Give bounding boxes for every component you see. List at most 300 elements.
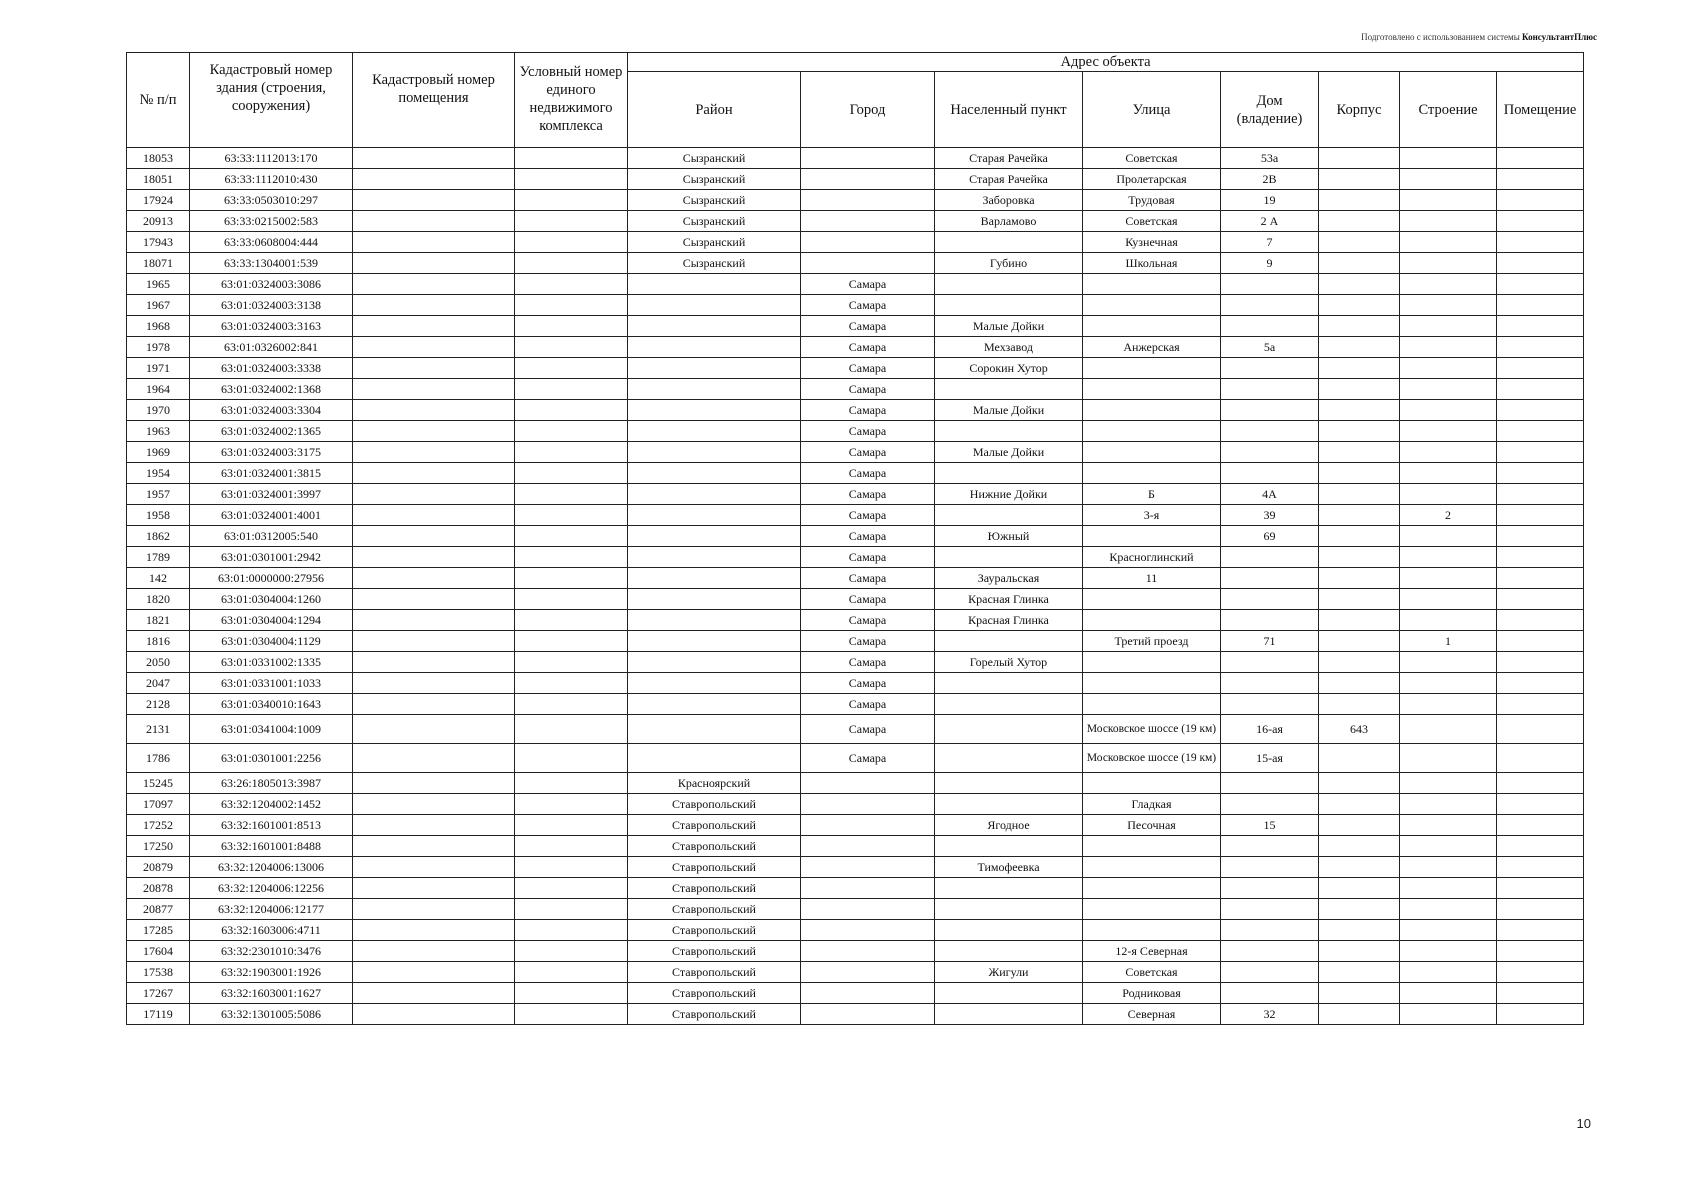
cell-house (1221, 400, 1319, 421)
col-city-header: Город (801, 72, 935, 148)
cell-street (1083, 316, 1221, 337)
cell-district (628, 295, 801, 316)
cell-settlement (935, 505, 1083, 526)
cell-house (1221, 547, 1319, 568)
cell-complex-number (515, 316, 628, 337)
cell-city (801, 836, 935, 857)
cell-complex-number (515, 211, 628, 232)
cell-city: Самара (801, 547, 935, 568)
cell-room (1497, 421, 1584, 442)
cell-building-cadastral: 63:01:0324001:3997 (190, 484, 353, 505)
cell-num: 1862 (127, 526, 190, 547)
cell-building (1400, 920, 1497, 941)
cell-building (1400, 568, 1497, 589)
cell-district (628, 379, 801, 400)
cell-korpus (1319, 442, 1400, 463)
cell-city: Самара (801, 652, 935, 673)
table-row (127, 379, 1584, 400)
cell-settlement: Красная Глинка (935, 589, 1083, 610)
cell-settlement: Горелый Хутор (935, 652, 1083, 673)
cell-complex-number (515, 589, 628, 610)
cell-city (801, 962, 935, 983)
cell-num: 1970 (127, 400, 190, 421)
table-row (127, 715, 1584, 744)
cell-house (1221, 920, 1319, 941)
cell-district (628, 337, 801, 358)
cell-city (801, 815, 935, 836)
cell-num: 2050 (127, 652, 190, 673)
cell-street: Советская (1083, 962, 1221, 983)
cell-complex-number (515, 379, 628, 400)
cell-district: Ставропольский (628, 878, 801, 899)
cell-complex-number (515, 295, 628, 316)
cell-city: Самара (801, 400, 935, 421)
cell-building (1400, 358, 1497, 379)
cell-building (1400, 983, 1497, 1004)
table-row (127, 631, 1584, 652)
cell-district: Сызранский (628, 253, 801, 274)
cell-building (1400, 652, 1497, 673)
cell-settlement: Тимофеевка (935, 857, 1083, 878)
cell-house (1221, 379, 1319, 400)
cell-building-cadastral: 63:32:1204006:13006 (190, 857, 353, 878)
cell-premises-cadastral (353, 815, 515, 836)
cell-building-cadastral: 63:32:1204006:12256 (190, 878, 353, 899)
cell-num: 142 (127, 568, 190, 589)
table-row (127, 836, 1584, 857)
cell-num: 17285 (127, 920, 190, 941)
cell-num: 15245 (127, 773, 190, 794)
cell-city: Самара (801, 744, 935, 773)
table-row (127, 547, 1584, 568)
street-text: Московское шоссе (19 км) (1086, 723, 1217, 735)
cell-house (1221, 652, 1319, 673)
cell-city (801, 899, 935, 920)
cell-building-cadastral: 63:01:0324001:4001 (190, 505, 353, 526)
cell-room (1497, 358, 1584, 379)
col-building-cadastral-header: Кадастровый номер здания (строения, сооружения) (190, 53, 353, 148)
cell-street: Красноглинский (1083, 547, 1221, 568)
cell-korpus (1319, 526, 1400, 547)
cell-building-cadastral: 63:01:0324003:3138 (190, 295, 353, 316)
table-row (127, 673, 1584, 694)
cell-house (1221, 694, 1319, 715)
cell-building (1400, 421, 1497, 442)
table-row (127, 589, 1584, 610)
cell-complex-number (515, 568, 628, 589)
cell-complex-number (515, 962, 628, 983)
cell-city (801, 211, 935, 232)
cell-district: Ставропольский (628, 836, 801, 857)
table-row (127, 274, 1584, 295)
cell-building (1400, 589, 1497, 610)
table-row (127, 878, 1584, 899)
cell-room (1497, 878, 1584, 899)
cell-num: 17604 (127, 941, 190, 962)
cell-room (1497, 484, 1584, 505)
cell-complex-number (515, 715, 628, 744)
cell-room (1497, 316, 1584, 337)
cell-num: 17250 (127, 836, 190, 857)
cell-house: 15-ая (1221, 744, 1319, 773)
cell-building-cadastral: 63:32:1603006:4711 (190, 920, 353, 941)
cell-premises-cadastral (353, 421, 515, 442)
cell-city: Самара (801, 274, 935, 295)
cell-building-cadastral: 63:01:0324001:3815 (190, 463, 353, 484)
cell-district: Сызранский (628, 169, 801, 190)
cell-complex-number (515, 983, 628, 1004)
cell-street (1083, 920, 1221, 941)
cell-korpus (1319, 505, 1400, 526)
cell-district (628, 358, 801, 379)
cell-premises-cadastral (353, 878, 515, 899)
cell-building (1400, 442, 1497, 463)
cell-building (1400, 673, 1497, 694)
cell-street (1083, 836, 1221, 857)
cell-settlement: Варламово (935, 211, 1083, 232)
cell-building (1400, 744, 1497, 773)
cell-city: Самара (801, 358, 935, 379)
cell-building-cadastral: 63:32:1601001:8488 (190, 836, 353, 857)
cell-num: 17924 (127, 190, 190, 211)
cell-building-cadastral: 63:01:0331001:1033 (190, 673, 353, 694)
cell-street: Кузнечная (1083, 232, 1221, 253)
cell-settlement: Заборовка (935, 190, 1083, 211)
cell-num: 1957 (127, 484, 190, 505)
cell-city (801, 794, 935, 815)
cell-settlement: Красная Глинка (935, 610, 1083, 631)
cell-complex-number (515, 337, 628, 358)
cell-premises-cadastral (353, 169, 515, 190)
cell-complex-number (515, 815, 628, 836)
cell-building-cadastral: 63:01:0000000:27956 (190, 568, 353, 589)
cell-street: Пролетарская (1083, 169, 1221, 190)
cell-building (1400, 694, 1497, 715)
cell-building (1400, 547, 1497, 568)
cell-district (628, 589, 801, 610)
cell-building-cadastral: 63:32:1603001:1627 (190, 983, 353, 1004)
cell-korpus (1319, 794, 1400, 815)
cell-korpus (1319, 773, 1400, 794)
cell-num: 1969 (127, 442, 190, 463)
cell-room (1497, 505, 1584, 526)
cell-street: Советская (1083, 211, 1221, 232)
cell-complex-number (515, 744, 628, 773)
page-number: 10 (1576, 1116, 1591, 1131)
cell-premises-cadastral (353, 694, 515, 715)
cell-street: Трудовая (1083, 190, 1221, 211)
table-row (127, 899, 1584, 920)
cell-street: Родниковая (1083, 983, 1221, 1004)
cell-room (1497, 815, 1584, 836)
cell-premises-cadastral (353, 652, 515, 673)
cell-korpus (1319, 190, 1400, 211)
cell-house: 2 А (1221, 211, 1319, 232)
cell-num: 17252 (127, 815, 190, 836)
cell-house (1221, 673, 1319, 694)
cell-premises-cadastral (353, 232, 515, 253)
cell-building-cadastral: 63:01:0324003:3163 (190, 316, 353, 337)
col-num-header: № п/п (127, 53, 190, 148)
cell-house (1221, 358, 1319, 379)
cell-settlement (935, 295, 1083, 316)
cell-settlement (935, 744, 1083, 773)
cell-num: 17943 (127, 232, 190, 253)
cell-num: 17097 (127, 794, 190, 815)
cell-building (1400, 190, 1497, 211)
cell-street (1083, 295, 1221, 316)
cell-building-cadastral: 63:01:0301001:2256 (190, 744, 353, 773)
cell-street (1083, 652, 1221, 673)
cell-settlement: Зауральская (935, 568, 1083, 589)
cell-building-cadastral: 63:01:0324003:3086 (190, 274, 353, 295)
cell-building (1400, 316, 1497, 337)
col-house-header: Дом (владение) (1221, 72, 1319, 148)
cell-room (1497, 526, 1584, 547)
cell-room (1497, 836, 1584, 857)
cell-house (1221, 463, 1319, 484)
cell-complex-number (515, 652, 628, 673)
cell-room (1497, 295, 1584, 316)
table-row (127, 694, 1584, 715)
cell-room (1497, 148, 1584, 169)
cell-building-cadastral: 63:01:0304004:1129 (190, 631, 353, 652)
cell-building-cadastral: 63:01:0324003:3304 (190, 400, 353, 421)
cell-street (1083, 899, 1221, 920)
cell-building-cadastral: 63:33:1112013:170 (190, 148, 353, 169)
cell-building (1400, 773, 1497, 794)
cell-building-cadastral: 63:01:0324002:1368 (190, 379, 353, 400)
cell-city: Самара (801, 463, 935, 484)
cell-district: Ставропольский (628, 941, 801, 962)
cell-korpus (1319, 610, 1400, 631)
cell-room (1497, 211, 1584, 232)
cell-complex-number (515, 610, 628, 631)
table-row (127, 857, 1584, 878)
cell-house (1221, 773, 1319, 794)
cell-settlement (935, 547, 1083, 568)
cell-building (1400, 484, 1497, 505)
cell-street (1083, 673, 1221, 694)
cell-house: 2В (1221, 169, 1319, 190)
cell-house: 71 (1221, 631, 1319, 652)
cell-settlement (935, 794, 1083, 815)
cell-room (1497, 232, 1584, 253)
cell-korpus (1319, 379, 1400, 400)
col-premises-cadastral-header: Кадастровый номер помещения (353, 53, 515, 148)
table-row (127, 526, 1584, 547)
cell-settlement: Нижние Дойки (935, 484, 1083, 505)
table-row (127, 358, 1584, 379)
cell-korpus (1319, 673, 1400, 694)
cell-room (1497, 442, 1584, 463)
cell-house (1221, 836, 1319, 857)
cell-korpus (1319, 148, 1400, 169)
cell-city (801, 857, 935, 878)
cell-house (1221, 962, 1319, 983)
cell-district (628, 652, 801, 673)
cell-room (1497, 920, 1584, 941)
cell-korpus (1319, 421, 1400, 442)
cell-city (801, 983, 935, 1004)
cell-building-cadastral: 63:01:0324003:3338 (190, 358, 353, 379)
cell-premises-cadastral (353, 463, 515, 484)
cell-room (1497, 1004, 1584, 1025)
cell-building (1400, 400, 1497, 421)
cell-district: Ставропольский (628, 899, 801, 920)
cell-city: Самара (801, 526, 935, 547)
cell-premises-cadastral (353, 211, 515, 232)
cell-complex-number (515, 694, 628, 715)
cell-settlement (935, 773, 1083, 794)
cell-building-cadastral: 63:32:1601001:8513 (190, 815, 353, 836)
cell-street (1083, 610, 1221, 631)
cell-korpus (1319, 652, 1400, 673)
cell-premises-cadastral (353, 148, 515, 169)
cell-num: 1786 (127, 744, 190, 773)
cell-city (801, 148, 935, 169)
cell-room (1497, 400, 1584, 421)
registry-table (126, 52, 1584, 1025)
table-row (127, 400, 1584, 421)
cell-city: Самара (801, 505, 935, 526)
cell-korpus (1319, 484, 1400, 505)
cell-building-cadastral: 63:01:0324002:1365 (190, 421, 353, 442)
cell-house: 16-ая (1221, 715, 1319, 744)
cell-building (1400, 878, 1497, 899)
cell-room (1497, 694, 1584, 715)
cell-building (1400, 211, 1497, 232)
cell-building (1400, 962, 1497, 983)
cell-num: 2131 (127, 715, 190, 744)
cell-settlement: Малые Дойки (935, 400, 1083, 421)
cell-korpus (1319, 232, 1400, 253)
cell-city: Самара (801, 421, 935, 442)
cell-building-cadastral: 63:01:0331002:1335 (190, 652, 353, 673)
cell-building (1400, 715, 1497, 744)
col-district-header: Район (628, 72, 801, 148)
cell-room (1497, 673, 1584, 694)
cell-street (1083, 878, 1221, 899)
cell-premises-cadastral (353, 589, 515, 610)
table-row (127, 148, 1584, 169)
cell-num: 18053 (127, 148, 190, 169)
cell-korpus (1319, 568, 1400, 589)
cell-num: 17267 (127, 983, 190, 1004)
cell-settlement (935, 463, 1083, 484)
table-row (127, 983, 1584, 1004)
table-row (127, 232, 1584, 253)
cell-korpus (1319, 169, 1400, 190)
cell-building (1400, 379, 1497, 400)
cell-num: 1954 (127, 463, 190, 484)
cell-building (1400, 1004, 1497, 1025)
cell-house (1221, 442, 1319, 463)
cell-korpus (1319, 253, 1400, 274)
cell-room (1497, 169, 1584, 190)
cell-premises-cadastral (353, 442, 515, 463)
cell-korpus (1319, 631, 1400, 652)
cell-city: Самара (801, 442, 935, 463)
cell-premises-cadastral (353, 484, 515, 505)
cell-district (628, 526, 801, 547)
cell-korpus (1319, 337, 1400, 358)
table-row (127, 610, 1584, 631)
cell-korpus (1319, 358, 1400, 379)
credit-text: Подготовлено с использованием системы (1361, 32, 1520, 42)
cell-room (1497, 547, 1584, 568)
cell-street (1083, 379, 1221, 400)
cell-building-cadastral: 63:01:0326002:841 (190, 337, 353, 358)
cell-city (801, 920, 935, 941)
cell-settlement (935, 673, 1083, 694)
cell-premises-cadastral (353, 568, 515, 589)
table-row (127, 920, 1584, 941)
source-credit (1361, 32, 1597, 42)
cell-building-cadastral: 63:33:0503010:297 (190, 190, 353, 211)
cell-street: 11 (1083, 568, 1221, 589)
cell-complex-number (515, 484, 628, 505)
cell-district: Ставропольский (628, 857, 801, 878)
cell-building-cadastral: 63:33:0608004:444 (190, 232, 353, 253)
cell-city (801, 1004, 935, 1025)
cell-settlement: Южный (935, 526, 1083, 547)
cell-korpus (1319, 463, 1400, 484)
cell-city (801, 169, 935, 190)
cell-building-cadastral: 63:01:0304004:1294 (190, 610, 353, 631)
cell-street (1083, 773, 1221, 794)
cell-num: 18051 (127, 169, 190, 190)
table-row (127, 815, 1584, 836)
cell-premises-cadastral (353, 358, 515, 379)
table-row (127, 442, 1584, 463)
cell-complex-number (515, 400, 628, 421)
cell-street (1083, 274, 1221, 295)
cell-city: Самара (801, 568, 935, 589)
cell-street (1083, 526, 1221, 547)
cell-building-cadastral: 63:32:1204002:1452 (190, 794, 353, 815)
cell-korpus (1319, 694, 1400, 715)
cell-room (1497, 962, 1584, 983)
cell-premises-cadastral (353, 794, 515, 815)
table-row (127, 463, 1584, 484)
table-row (127, 169, 1584, 190)
cell-complex-number (515, 631, 628, 652)
cell-premises-cadastral (353, 744, 515, 773)
table-body (127, 148, 1584, 1025)
cell-house (1221, 878, 1319, 899)
cell-settlement (935, 694, 1083, 715)
cell-premises-cadastral (353, 400, 515, 421)
cell-premises-cadastral (353, 316, 515, 337)
cell-korpus (1319, 589, 1400, 610)
col-korpus-header: Корпус (1319, 72, 1400, 148)
cell-num: 17538 (127, 962, 190, 983)
cell-korpus (1319, 316, 1400, 337)
cell-building: 2 (1400, 505, 1497, 526)
cell-num: 20878 (127, 878, 190, 899)
cell-district: Ставропольский (628, 983, 801, 1004)
cell-house: 32 (1221, 1004, 1319, 1025)
cell-district (628, 274, 801, 295)
cell-district: Ставропольский (628, 962, 801, 983)
cell-num: 2128 (127, 694, 190, 715)
cell-district (628, 505, 801, 526)
cell-district (628, 694, 801, 715)
cell-complex-number (515, 836, 628, 857)
cell-house: 39 (1221, 505, 1319, 526)
cell-house (1221, 941, 1319, 962)
